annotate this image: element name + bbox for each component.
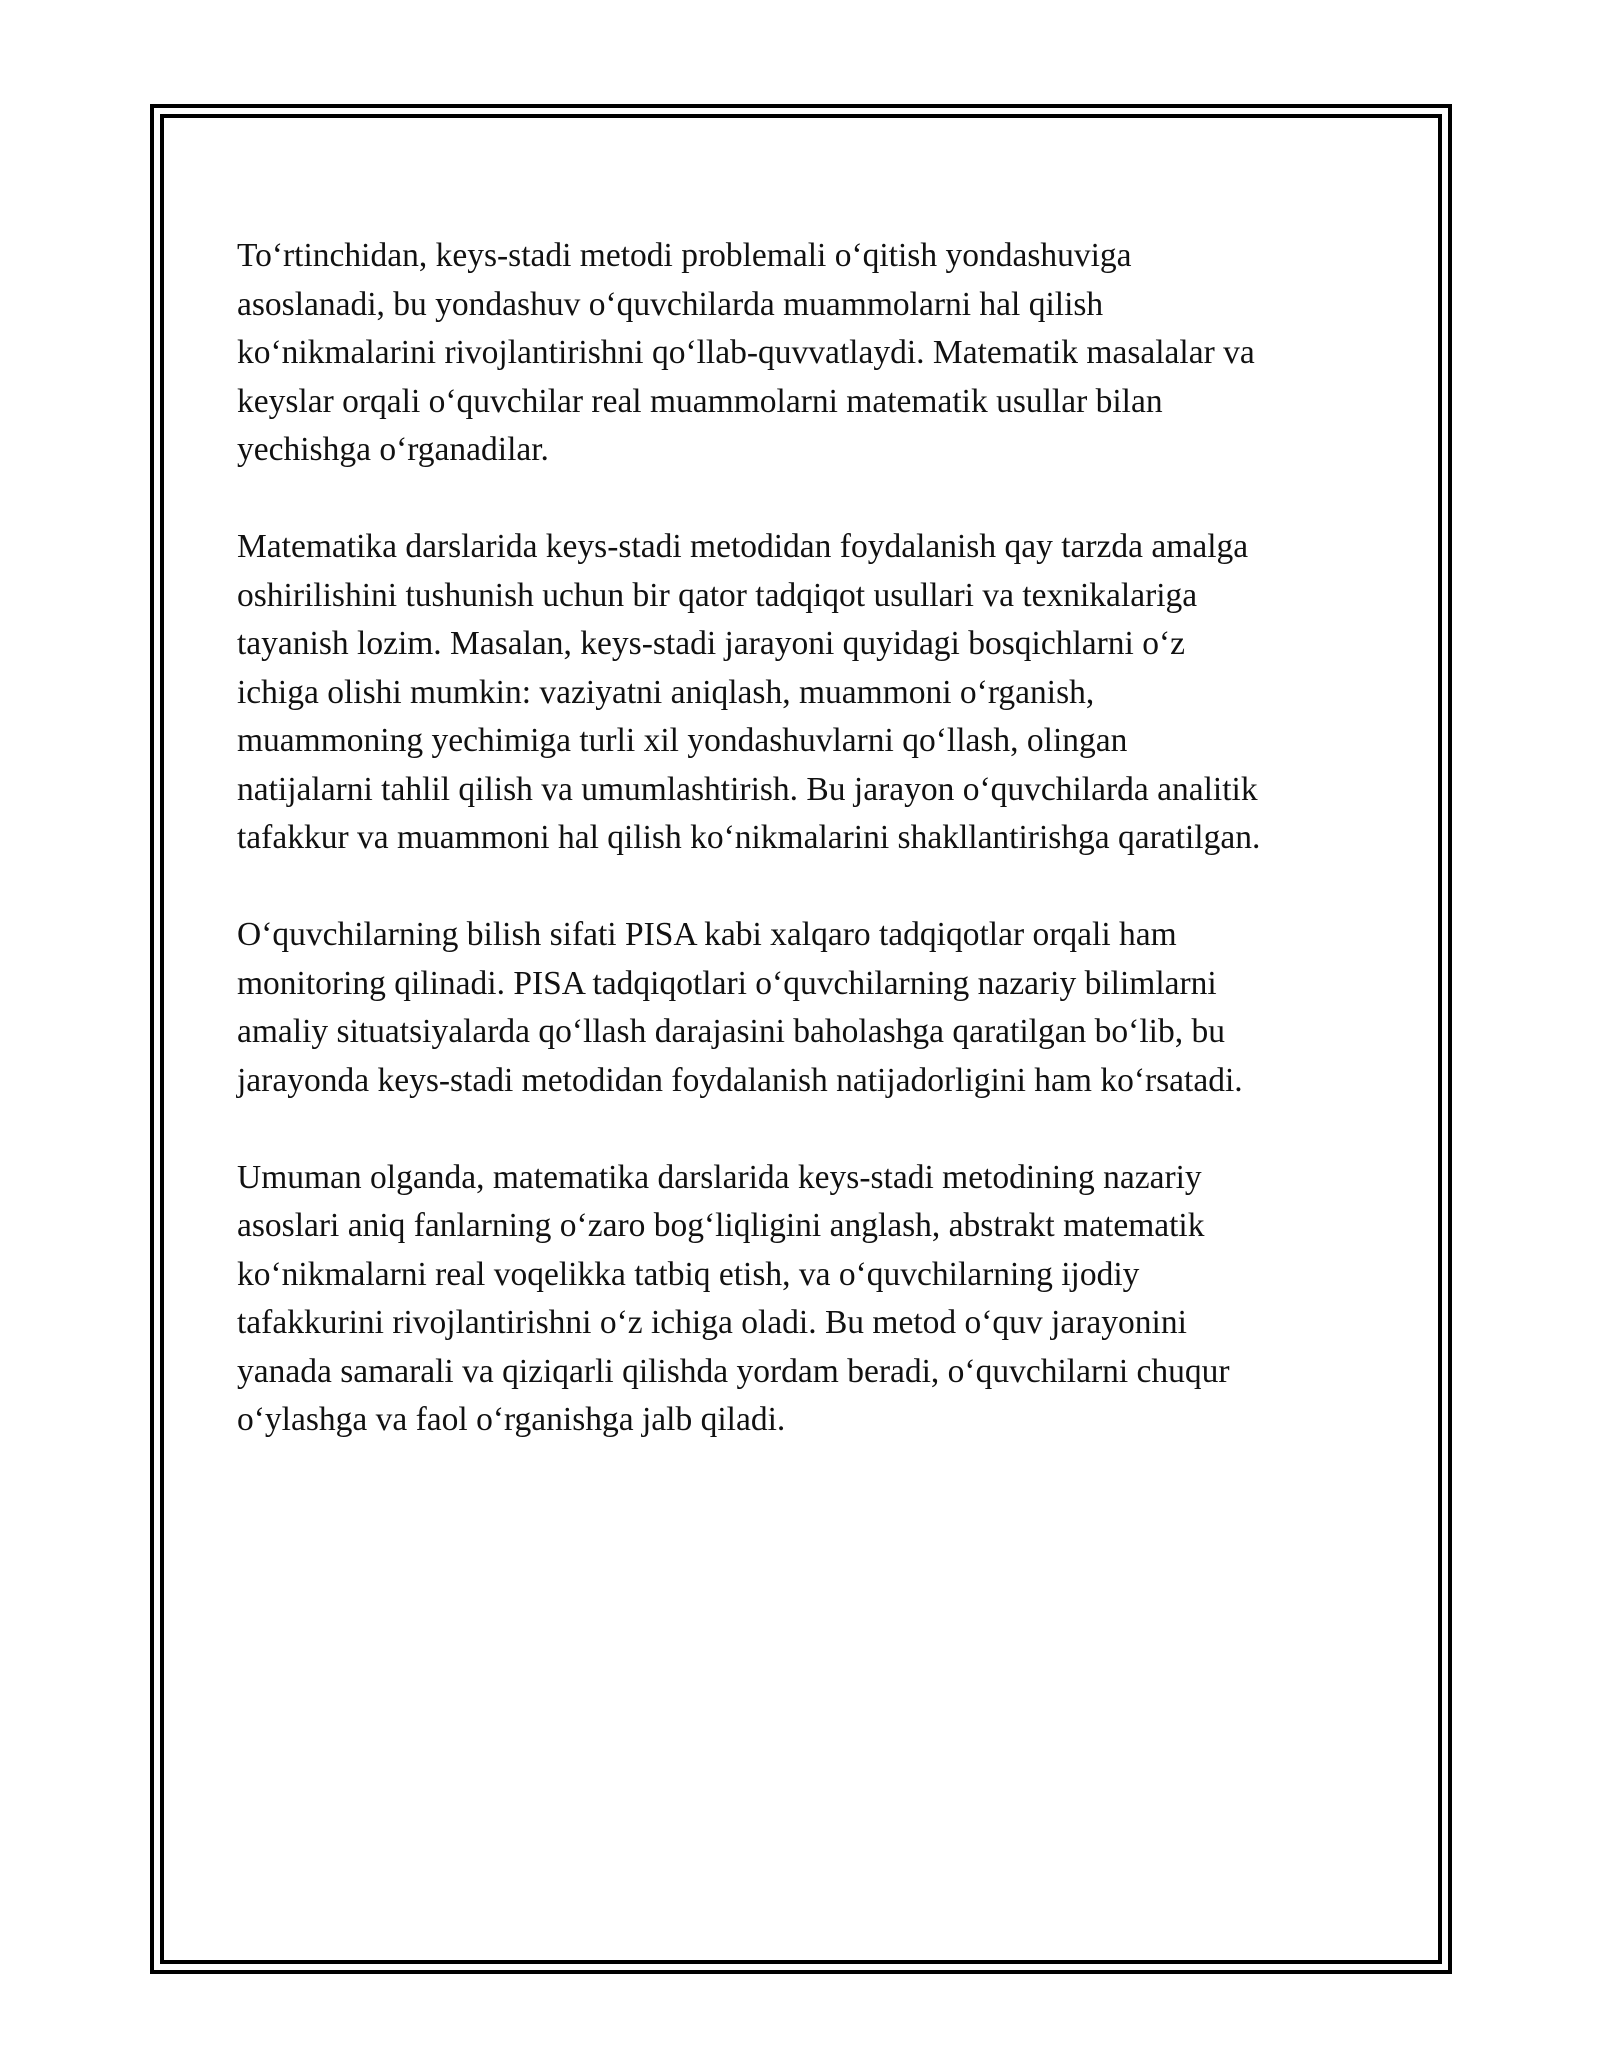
text-line: Matematika darslarida keys-stadi metodidan foydalanish qay tarzda amalga: [237, 528, 1249, 565]
text-line: yanada samarali va qiziqarli qilishda yordam beradi, o‘quvchilarni chuqur: [237, 1352, 1230, 1390]
text-line: oshirilishini tushunish uchun bir qator tadqiqot usullari va texnikalariga: [237, 576, 1198, 614]
text-line: asoslari aniq fanlarning o‘zaro bog‘liqligini anglash, abstrakt matematik: [237, 1207, 1205, 1244]
text-line: monitoring qilinadi. PISA tadqiqotlari o‘quvchilarning nazariy bilimlarni: [237, 964, 1217, 1002]
text-line: tafakkurini rivojlantirishni o‘z ichiga oladi. Bu metod o‘quv jarayonini: [237, 1304, 1187, 1341]
paragraph-4: [237, 1154, 1387, 1445]
paragraph-3: [237, 911, 1387, 1105]
text-line: o‘ylashga va faol o‘rganishga jalb qiladi.: [237, 1401, 786, 1438]
text-line: ko‘nikmalarini rivojlantirishni qo‘llab-quvvatlaydi. Matematik masalalar va: [237, 334, 1255, 371]
paragraph-1: [237, 232, 1387, 475]
paragraph-2: [237, 523, 1387, 863]
text-line: asoslanadi, bu yondashuv o‘quvchilarda muammolarni hal qilish: [237, 285, 1104, 323]
text-line: Umuman olganda, matematika darslarida keys-stadi metodining nazariy: [237, 1158, 1202, 1196]
text-line: natijalarni tahlil qilish va umumlashtirish. Bu jarayon o‘quvchilarda analitik: [237, 770, 1258, 808]
text-line: amaliy situatsiyalarda qo‘llash darajasini baholashga qaratilgan bo‘lib, bu: [237, 1013, 1225, 1050]
text-line: tayanish lozim. Masalan, keys-stadi jarayoni quyidagi bosqichlarni o‘z: [237, 625, 1185, 662]
text-line: ichiga olishi mumkin: vaziyatni aniqlash, muammoni o‘rganish,: [237, 673, 1095, 711]
text-line: yechishga o‘rganadilar.: [237, 431, 549, 468]
text-line: To‘rtinchidan, keys-stadi metodi problemali o‘qitish yondashuviga: [237, 237, 1132, 274]
text-line: muammoning yechimiga turli xil yondashuvlarni qo‘llash, olingan: [237, 722, 1128, 759]
text-line: jarayonda keys-stadi metodidan foydalanish natijadorligini ham ko‘rsatadi.: [237, 1061, 1243, 1099]
document-body: [237, 232, 1387, 1493]
text-line: keyslar orqali o‘quvchilar real muammolarni matematik usullar bilan: [237, 382, 1163, 420]
text-line: O‘quvchilarning bilish sifati PISA kabi xalqaro tadqiqotlar orqali ham: [237, 916, 1177, 953]
text-line: tafakkur va muammoni hal qilish ko‘nikmalarini shakllantirishga qaratilgan.: [237, 819, 1261, 856]
text-line: ko‘nikmalarni real voqelikka tatbiq etish, va o‘quvchilarning ijodiy: [237, 1255, 1140, 1293]
